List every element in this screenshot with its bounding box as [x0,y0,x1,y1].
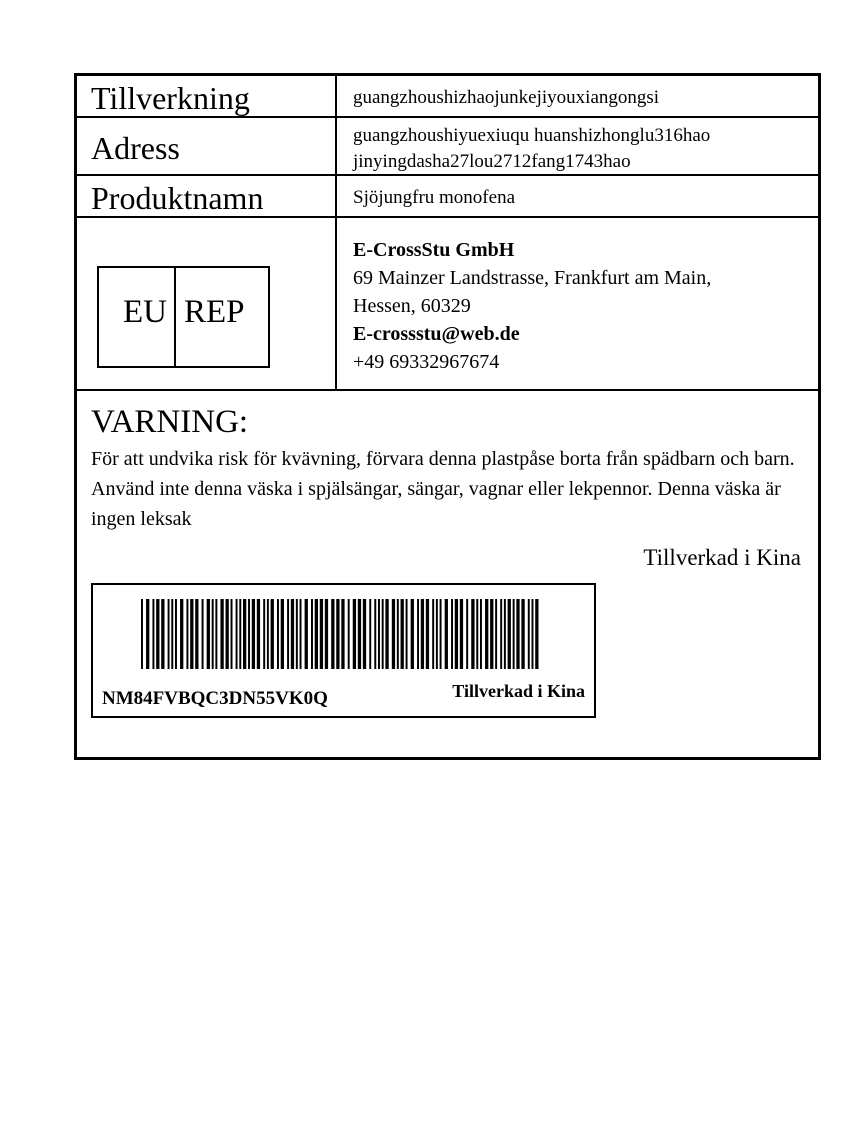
barcode-bar [378,599,380,669]
barcode-bar [385,599,388,669]
barcode-bar [243,599,246,669]
barcode-bar [171,599,173,669]
barcode-bar [180,599,183,669]
barcode-bar [480,599,482,669]
barcode-bar [411,599,414,669]
barcode-bar [305,599,308,669]
barcode-bar [296,599,298,669]
barcode-bar [421,599,424,669]
barcode-bar [146,599,149,669]
warning-title: VARNING: [91,404,249,440]
barcode-bar [363,599,366,669]
barcode-bar [406,599,408,669]
barcode-bar [532,599,534,669]
barcode-bar [215,599,217,669]
warning-text: För att undvika risk för kvävning, förvara denna plastpåse borta från spädbarn och barn. Använd inte denna väska i spjälsängar, sängar, vagnar eller lekpennor. Denna väska är ingen leksak [91,448,795,530]
barcode-bar [382,599,384,669]
barcode-bar [336,599,339,669]
barcode-bar [212,599,214,669]
barcode-bar [311,599,313,669]
barcode-bar [325,599,328,669]
eu-rep-phone: +49 69332967674 [353,351,500,373]
address-label: Adress [91,130,180,166]
barcode-bar [152,599,154,669]
barcode-bar [320,599,323,669]
barcode-bar [440,599,442,669]
barcode-bar [513,599,515,669]
barcode-bar [236,599,238,669]
barcode-bar [190,599,193,669]
barcode-bar [315,599,318,669]
manufacturer-value: guangzhoushizhaojunkejiyouxiangongsi [353,87,660,108]
barcode-bar [508,599,511,669]
barcode-bar [535,599,538,669]
barcode-bar [485,599,488,669]
barcode-bar [239,599,241,669]
barcode-bar [358,599,361,669]
rep-text: REP [184,294,245,330]
barcode-bar [471,599,474,669]
barcode-bar [369,599,371,669]
barcode-bar [397,599,399,669]
product-label [74,73,821,760]
eu-text: EU [123,294,167,330]
barcode-bar [287,599,289,669]
barcode-bar [267,599,269,669]
eu-rep-company: E-CrossStu GmbH [353,239,515,261]
address-line-2: jinyingdasha27lou2712fang1743hao [353,151,631,172]
eu-rep-row [77,218,818,391]
barcode-bar [271,599,274,669]
barcode-bars [141,599,541,669]
eu-rep-email: E-crossstu@web.de [353,323,520,345]
barcode-bar [263,599,265,669]
barcode-bar [341,599,344,669]
barcode-label [91,583,596,718]
barcode-bar [455,599,458,669]
eu-rep-contact [353,236,711,376]
barcode-bar [277,599,279,669]
address-row [77,118,818,176]
barcode-bar [528,599,530,669]
barcode-bar [466,599,468,669]
barcode-bar [500,599,502,669]
eu-rep-symbol [97,266,270,368]
barcode-bar [504,599,506,669]
eu-rep-divider [174,268,176,366]
barcode-bar [195,599,198,669]
barcode-bar [141,599,143,669]
product-row [77,176,818,218]
barcode-bar [426,599,429,669]
barcode-bar [490,599,493,669]
eu-rep-street: 69 Mainzer Landstrasse, Frankfurt am Main, [353,267,712,289]
product-label-key: Produktnamn [91,180,264,216]
barcode-bar [374,599,376,669]
barcode-bar [281,599,284,669]
barcode-bar [516,599,519,669]
barcode-bar [460,599,463,669]
barcode-bar [521,599,524,669]
product-value: Sjöjungfru monofena [353,187,516,208]
barcode-bar [436,599,438,669]
manufacturer-label: Tillverkning [91,80,250,116]
eu-rep-region: Hessen, 60329 [353,295,471,317]
barcode-bar [353,599,356,669]
barcode-bar [348,599,350,669]
barcode-bar [220,599,223,669]
barcode-bar [226,599,229,669]
barcode-bar [417,599,419,669]
barcode-origin: Tillverkad i Kina [452,681,585,701]
barcode-bar [202,599,204,669]
barcode-bar [231,599,233,669]
barcode-bar [401,599,404,669]
barcode-bar [186,599,188,669]
manufacturer-row [77,76,818,118]
barcode-bar [495,599,497,669]
barcode-bar [207,599,210,669]
made-in-text: Tillverkad i Kina [643,545,801,570]
barcode-bar [476,599,478,669]
barcode-bar [248,599,250,669]
barcode-bar [168,599,170,669]
address-line-1: guangzhoushiyuexiuqu huanshizhonglu316hao [353,125,711,146]
barcode-bar [257,599,260,669]
barcode-bar [175,599,177,669]
barcode-bar [161,599,164,669]
barcode-bar [392,599,395,669]
barcode-bar [291,599,294,669]
barcode-bar [331,599,334,669]
barcode-bar [156,599,159,669]
barcode-bar [445,599,448,669]
barcode-bar [451,599,453,669]
barcode-bar [252,599,255,669]
barcode-bar [432,599,434,669]
barcode-bar [300,599,302,669]
barcode-number: NM84FVBQC3DN55VK0Q [102,688,328,709]
